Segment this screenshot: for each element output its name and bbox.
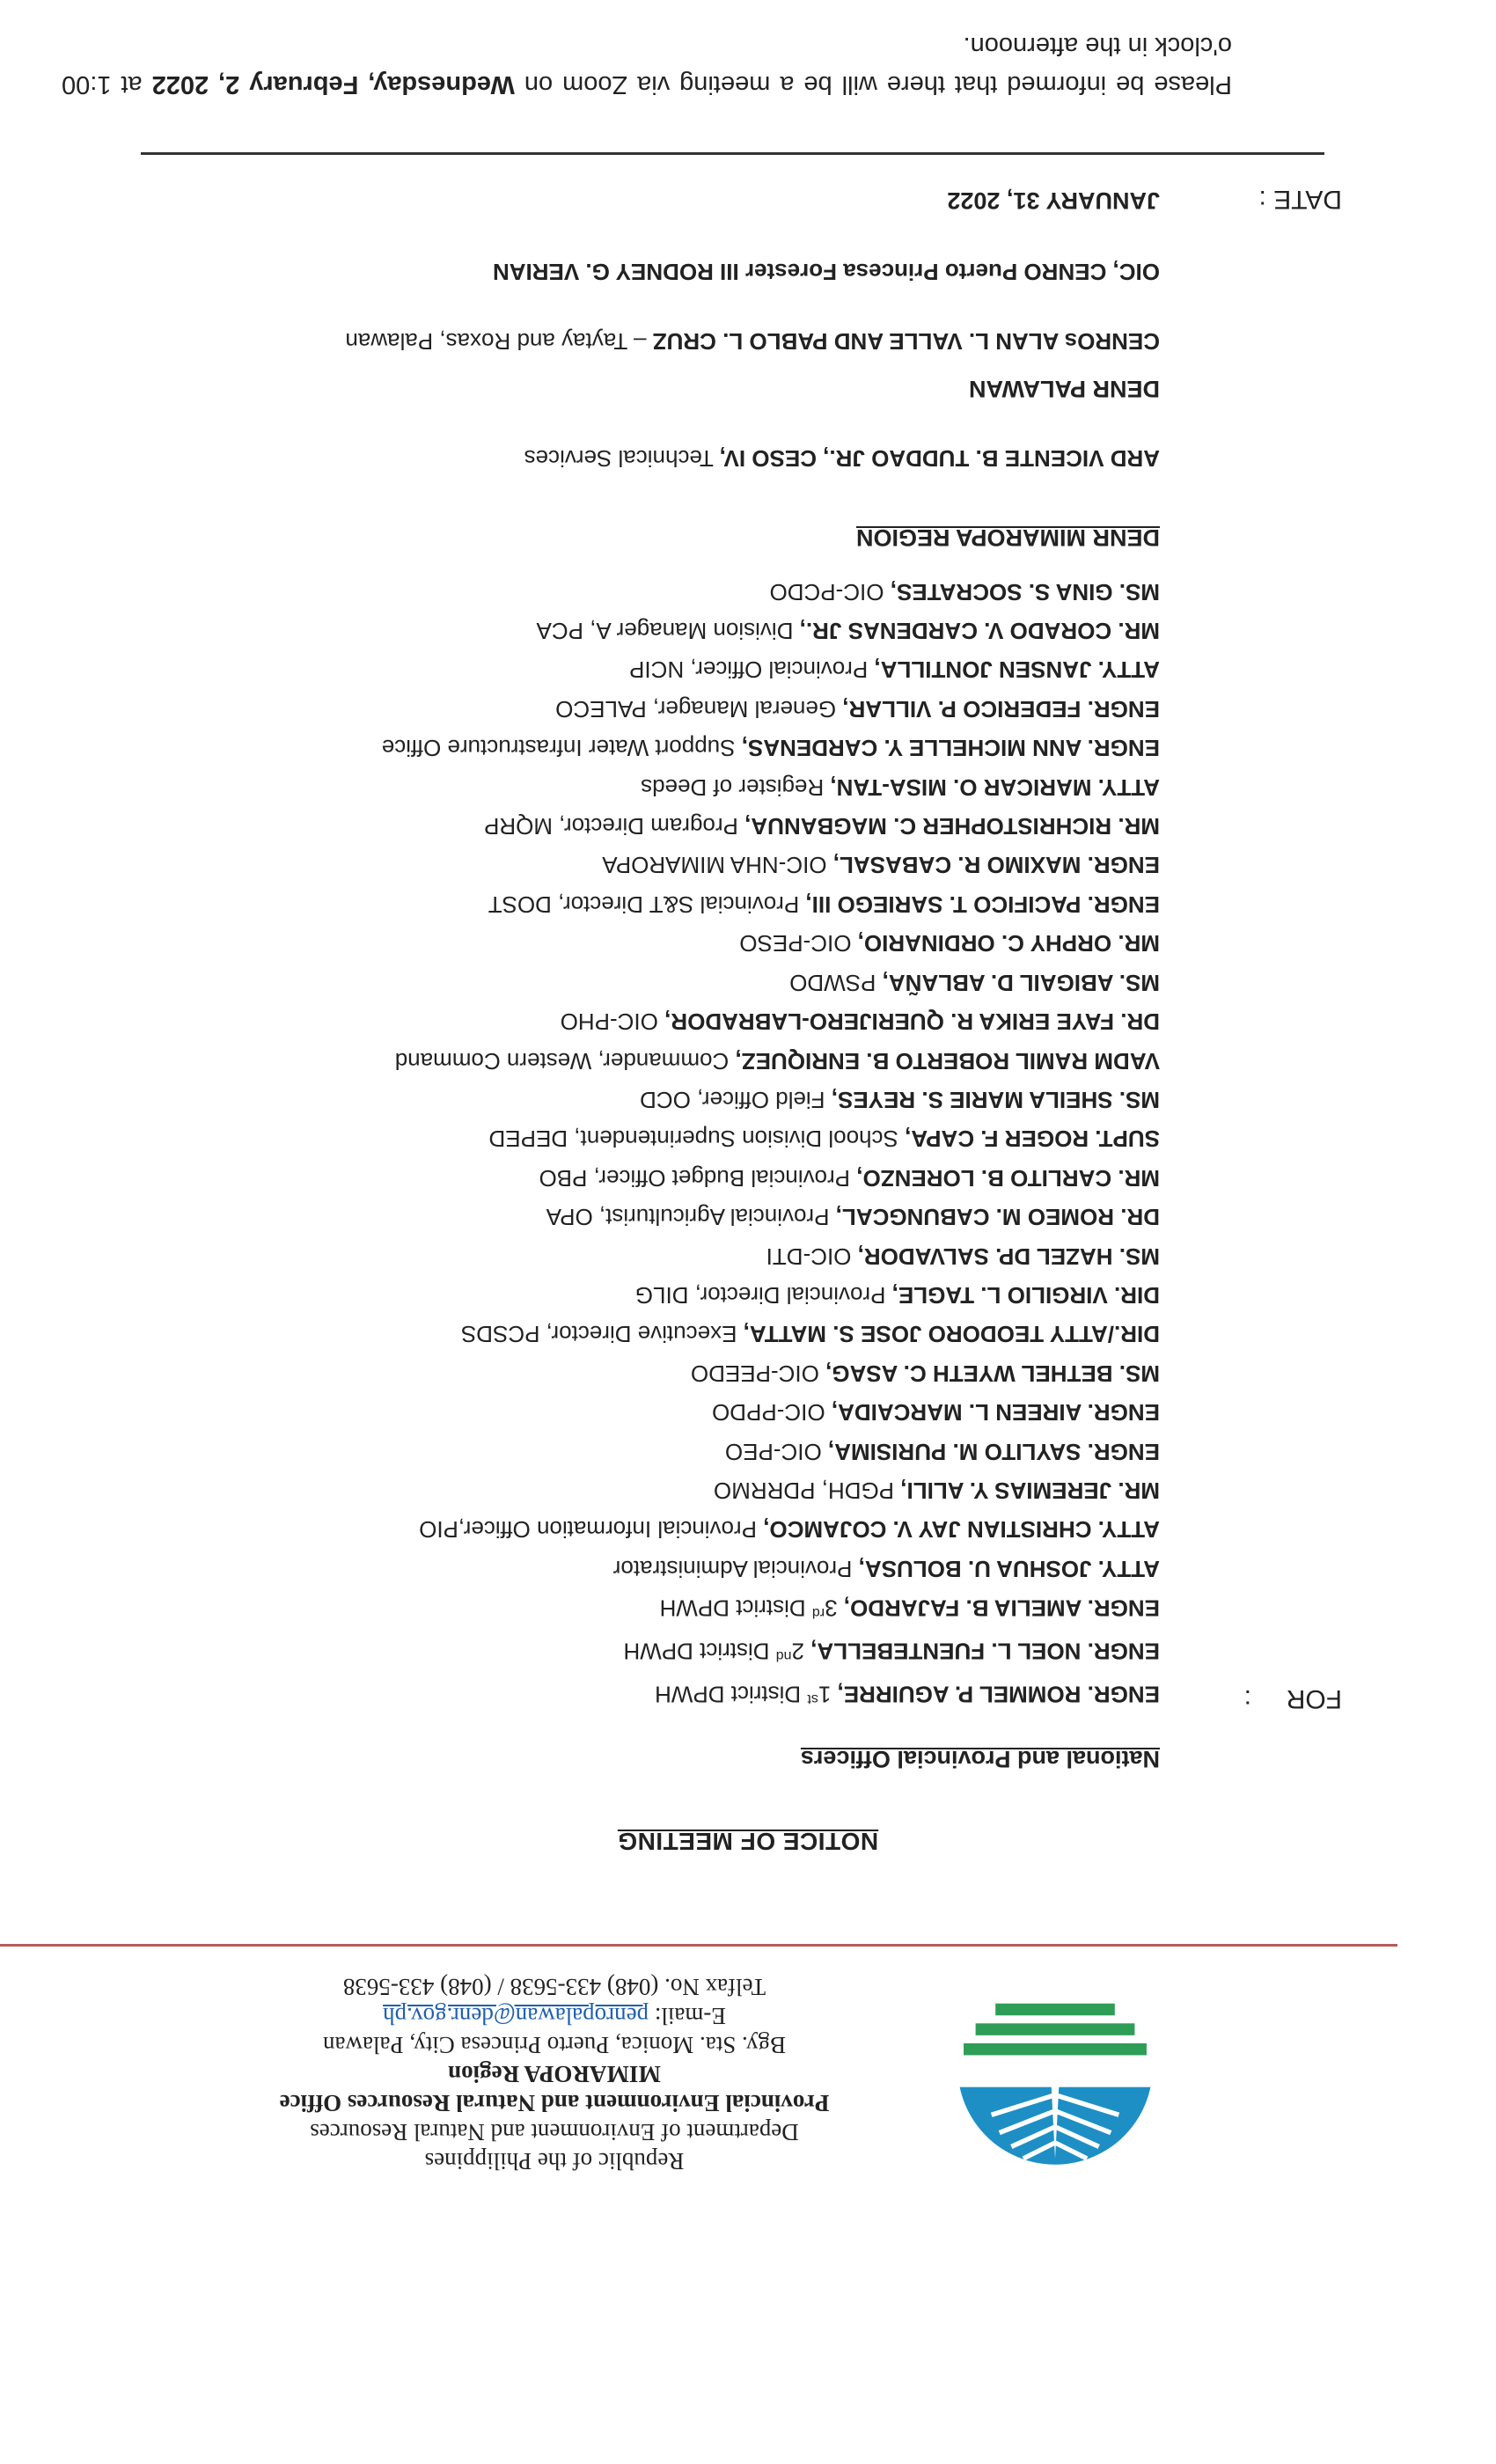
officer-item — [382, 1041, 1160, 1080]
officer-title: General Manager, PALECO — [555, 695, 843, 722]
officer-title-rest: District DPWH — [623, 1638, 776, 1665]
officer-title: OIC-DTI — [766, 1243, 858, 1270]
ard-name: ARD VICENTE B. TUDDAO JR., CESO IV, — [719, 445, 1160, 472]
officer-title: Division Manager A, PCA — [536, 618, 800, 645]
region-heading: DENR MIMAROPA REGION — [855, 524, 1160, 551]
body-meeting-date: Wednesday, February 2, 2022 — [151, 70, 515, 99]
officer-title: Executive Director, PCSDS — [460, 1321, 744, 1348]
officer-item — [382, 1236, 1160, 1275]
cenros-recipient — [60, 322, 1160, 361]
officer-title: OIC-PHO — [560, 1008, 665, 1036]
officer-title: OIC-PEEDO — [690, 1360, 826, 1387]
officer-title-ordinal: st — [807, 1691, 818, 1706]
officer-name: MS. SHEILA MARIE S. REYES, — [831, 1086, 1160, 1113]
letterhead-republic: Republic of the Philippines — [424, 2148, 685, 2174]
officer-item — [382, 767, 1160, 806]
officer-title: 2 — [791, 1638, 811, 1665]
officer-title: Provincial Director, DILG — [634, 1281, 892, 1309]
officers-list — [382, 572, 1160, 1718]
officer-item — [382, 963, 1160, 1001]
officer-title: 3 — [825, 1595, 844, 1622]
officer-name: ATTY. JOSHUA U. BOLUSA, — [858, 1555, 1160, 1582]
officer-name: DR. FAYE ERIKA R. QUERIJERO-LABRADOR, — [664, 1008, 1160, 1036]
officer-item — [382, 572, 1160, 611]
officer-name: ENGR. ANN MICHELLE Y. CARDENAS, — [741, 735, 1160, 762]
officer-item — [382, 1276, 1160, 1315]
ard-recipient — [524, 444, 1160, 472]
officer-item — [382, 1119, 1160, 1158]
officer-name: SUPT. ROGER F. CAPA, — [905, 1126, 1160, 1153]
officer-item — [382, 885, 1160, 924]
officer-title: OIC-PESO — [739, 930, 858, 957]
officer-name: MS. ABIGAIL D. ABLAÑA, — [882, 969, 1160, 996]
officer-item — [382, 924, 1160, 963]
officer-name: MS. BETHEL WYETH C. ASAG, — [825, 1360, 1160, 1387]
officer-item — [382, 1353, 1160, 1392]
officer-name: ENGR. AIREEN L. MARCAIDA, — [831, 1399, 1160, 1426]
date-label: DATE : — [1258, 185, 1342, 214]
officer-title: Provincial S&T Director, DOST — [488, 891, 806, 918]
officer-name: ENGR. SAYLITO M. PURISIMA, — [827, 1438, 1160, 1465]
denr-palawan-heading: DENR PALAWAN — [968, 376, 1160, 402]
letterhead-office: Provincial Environment and Natural Resources Office — [279, 2090, 830, 2116]
letterhead-department: Department of Environment and Natural Resources — [310, 2119, 799, 2145]
officer-name: ATTY. JANSEN JONTILLA, — [874, 656, 1160, 684]
officer-name: ENGR. AMELIA B. FAJARDO, — [843, 1595, 1160, 1622]
officer-item — [382, 1549, 1160, 1588]
officer-title-rest: District DPWH — [659, 1595, 812, 1622]
officer-item — [382, 1393, 1160, 1432]
email-link[interactable]: penropalawan@denr.gov.ph — [383, 2003, 649, 2029]
officer-name: MR. JEREMIAS Y. ALILI, — [900, 1478, 1160, 1504]
officer-name: MR. CORADO V. CARDENAS JR., — [799, 618, 1160, 645]
officer-title: Provincial Administrator — [612, 1555, 859, 1582]
denr-logo-icon — [956, 1968, 1155, 2167]
ard-title: Technical Services — [524, 445, 720, 472]
officer-name: MS. GINA S. SOCRATES, — [890, 578, 1160, 605]
officer-item — [382, 1588, 1160, 1632]
officer-title: PGDH, PDRRMO — [713, 1478, 901, 1504]
for-colon: : — [1243, 1684, 1251, 1713]
officer-name: MS. HAZEL DP. SALVADOR, — [857, 1243, 1160, 1270]
officer-item — [382, 1158, 1160, 1197]
officer-item — [382, 1002, 1160, 1041]
officer-title: Provincial Information Officer,PIO — [419, 1516, 764, 1544]
officer-title: OIC-NHA MIMAROPA — [602, 852, 833, 879]
officer-title: School Division Superintendent, DEPED — [488, 1126, 906, 1153]
officer-title: Commander, Western Command — [394, 1047, 736, 1074]
officer-title: Provincial Budget Officer, PBO — [539, 1164, 857, 1192]
letterhead-address: Bgy. Sta. Monica, Puerto Princesa City, Palawan — [323, 2032, 786, 2058]
officer-title: Provincial Officer, NCIP — [629, 656, 875, 684]
officer-name: MR. CARLITO B. LORENZO, — [856, 1164, 1160, 1192]
officer-title: 1 — [818, 1681, 838, 1708]
officer-name: ENGR. PACIFICO T. SARIEGO III, — [805, 891, 1160, 918]
body-paragraph — [62, 26, 1232, 104]
body-text-1: Please be informed that there will be a meeting via Zoom on — [514, 70, 1232, 99]
officer-item — [382, 1081, 1160, 1119]
email-label: E-mail: — [649, 2003, 726, 2029]
officer-name: MR. ORPHY C. ORDINARIO, — [857, 930, 1160, 957]
officer-title-ordinal: nd — [775, 1647, 792, 1663]
officer-title: Field Officer, OCD — [640, 1086, 832, 1113]
officer-item — [382, 1510, 1160, 1549]
officer-title-rest: District DPWH — [655, 1681, 808, 1708]
officer-name: MR. RICHRISTOPHER C. MAGBANUA, — [744, 813, 1160, 840]
officer-name: DR. ROMEO M. CABUNGCAL, — [835, 1204, 1160, 1231]
letterhead-email-row — [158, 2001, 950, 2030]
body-text-2: at 1:00 o'clock in the afternoon. — [62, 32, 1232, 99]
section-divider — [141, 152, 1324, 155]
officer-item — [382, 1632, 1160, 1675]
officer-item — [382, 1471, 1160, 1510]
officer-item — [382, 689, 1160, 728]
officer-name: VADM RAMIL ROBERTO B. ENRIQUEZ, — [735, 1047, 1160, 1074]
officer-item — [382, 729, 1160, 767]
officer-name: ATTY. MARICAR O. MISA-TAN, — [830, 774, 1160, 801]
cenros-names: CENROs ALAN L. VALLE AND PABLO L. CRUZ — [652, 328, 1160, 355]
date-value: JANUARY 31, 2022 — [947, 187, 1160, 214]
letterhead — [158, 1972, 950, 2175]
header-divider — [0, 1944, 1397, 1947]
notice-title: NOTICE OF MEETING — [617, 1828, 879, 1855]
officer-item — [382, 1675, 1160, 1718]
officer-name: ENGR. FEDERICO P. VILLAR, — [842, 695, 1160, 722]
officer-item — [382, 1315, 1160, 1353]
officer-title: Register of Deeds — [641, 774, 831, 801]
oic-recipient: OIC, CENRO Puerto Princesa Forester III RODNEY G. VERIAN — [492, 259, 1160, 285]
for-label: FOR — [1286, 1684, 1342, 1713]
officer-item — [382, 650, 1160, 689]
officer-item — [382, 612, 1160, 650]
letterhead-telfax: Telfax No. (048) 433-5638 / (048) 433-5638 — [342, 1974, 766, 2000]
officer-name: DIR./ATTY TEODORO JOSE S. MATTA, — [743, 1321, 1160, 1348]
officer-name: DIR. VIRGILIO L. TAGLE, — [891, 1281, 1160, 1309]
officer-title: PSWDO — [789, 969, 883, 996]
national-officers-heading: National and Provincial Officers — [800, 1746, 1160, 1772]
officer-name: ENGR. MAXIMO R. CABASAL, — [832, 852, 1160, 879]
officer-name: ENGR. ROMMEL P. AGUIRRE, — [837, 1681, 1160, 1708]
officer-title: Program Director, MQRP — [483, 813, 745, 840]
officer-title: OIC-PCDO — [769, 578, 891, 605]
officer-item — [382, 1432, 1160, 1470]
officer-title: OIC-PPDO — [712, 1399, 832, 1426]
officer-item — [382, 846, 1160, 884]
officer-title: OIC-PEO — [724, 1438, 828, 1465]
officer-item — [382, 1198, 1160, 1236]
officer-name: ATTY. CHRISTIAN JAY V. COJAMCO, — [763, 1516, 1160, 1544]
officer-title-ordinal: rd — [811, 1604, 825, 1620]
letterhead-region: MIMAROPA Region — [448, 2061, 661, 2087]
cenros-title: – Taytay and Roxas, Palawan — [345, 328, 653, 355]
officer-title: Support Water Infrastructure Office — [381, 735, 742, 762]
officer-name: ENGR. NOEL L. FUENTEBELLA, — [810, 1638, 1160, 1665]
officer-title: Provincial Agriculturist, OPA — [546, 1204, 836, 1231]
officer-item — [382, 807, 1160, 846]
